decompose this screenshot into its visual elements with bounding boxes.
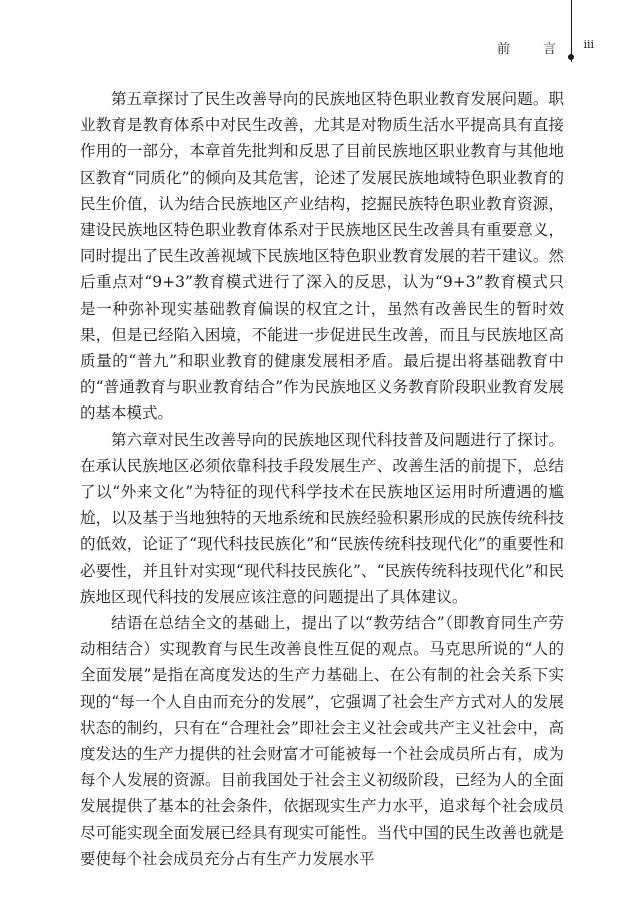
body-text xyxy=(80,86,564,872)
paragraph-chapter-six: 第六章对民生改善导向的民族地区现代科技普及问题进行了探讨。在承认民族地区必须依靠科技手段发展生产、改善生活的前提下，总结了以“外来文化”为特征的现代科学技术在民族地区运用时所遭遇的尴尬，以及基于当地独特的天地系统和民族经验积累形成的民族传统科技的低效，论证了“现代科技民族化”和“民族传统科技现代化”的重要性和必要性，并且针对实现“现代科技民族化”、“民族传统科技现代化”和民族地区现代科技的发展应该注意的问题提出了具体建议。 xyxy=(80,430,564,606)
header-bullet-dot xyxy=(568,54,574,60)
running-header-title: 前 言 xyxy=(496,42,566,57)
running-header xyxy=(497,40,580,60)
paragraph-conclusion: 结语在总结全文的基础上，提出了以“教劳结合”（即教育同生产劳动相结合）实现教育与民生改善良性互促的观点。马克思所说的“人的全面发展”是指在高度发达的生产力基础上、在公有制的社会关系下实现的“每一个人自由而充分的发展”，它强调了社会生产方式对人的发展状态的制约，只有在“合理社会”即社会主义社会或共产主义社会中，高度发达的生产力提供的社会财富才可能被每一个社会成员所占有，成为每个人发展的资源。目前我国处于社会主义初级阶段，已经为人的全面发展提供了基本的社会条件，依据现实生产力水平，追求每个社会成员尽可能实现全面发展已经具有现实可能性。当代中国的民生改善也就是要使每个社会成员充分占有生产力发展水平 xyxy=(80,614,564,868)
page-number: iii xyxy=(583,38,594,51)
paragraph-chapter-five: 第五章探讨了民生改善导向的民族地区特色职业教育发展问题。职业教育是教育体系中对民生改善，尤其是对物质生活水平提高具有直接作用的一部分，本章首先批判和反思了目前民族地区职业教育与其他地区教育“同质化”的倾向及其危害，论述了发展民族地域特色职业教育的民生价值，认为结合民族地区产业结构，挖掘民族特色职业教育资源，建设民族地区特色职业教育体系对于民族地区民生改善具有重要意义，同时提出了民生改善视域下民族地区特色职业教育发展的若干建议。然后重点对“9+3”教育模式进行了深入的反思，认为“9+3”教育模式只是一种弥补现实基础教育偏误的权宜之计，虽然有改善民生的暂时效果，但是已经陷入困境，不能进一步促进民生改善，而且与民族地区高质量的“普九”和职业教育的健康发展相矛盾。最后提出将基础教育中的“普通教育与职业教育结合”作为民族地区义务教育阶段职业教育发展的基本模式。 xyxy=(80,90,564,423)
